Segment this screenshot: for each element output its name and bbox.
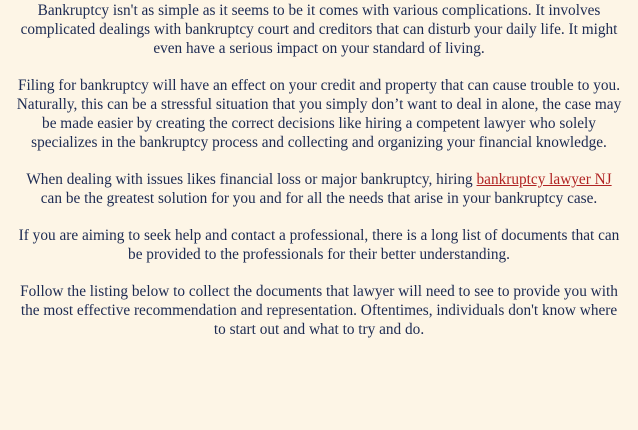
paragraph-filing: Filing for bankruptcy will have an effect on your credit and property that can cause trouble to you. Naturally, this can be a stressful situation that you simply don’t want to deal in alone, the case may be made easier by creating the correct decisions like hiring a competent lawyer who solely specializes in the bankruptcy process and collecting and organizing your financial knowledge. bbox=[16, 77, 622, 151]
paragraph-documents: If you are aiming to seek help and contact a professional, there is a long list of documents that can be provided to the professionals for their better understanding. bbox=[18, 227, 620, 263]
paragraph-lawyer bbox=[14, 170, 624, 208]
paragraph-lawyer-text-start: When dealing with issues likes financial loss or major bankruptcy, hiring bbox=[26, 171, 477, 188]
paragraph-lawyer-text-end: can be the greatest solution for you and for all the needs that arise in your bankruptcy case. bbox=[40, 190, 598, 207]
paragraph-listing: Follow the listing below to collect the documents that lawyer will need to see to provide you with the most effective recommendation and representation. Oftentimes, individuals don't know where to start out and what to try and do. bbox=[20, 283, 618, 338]
paragraph-intro: Bankruptcy isn't as simple as it seems to be it comes with various complications. It involves complicated dealings with bankruptcy court and creditors that can disturb your daily life. It might even have a serious impact on your standard of living. bbox=[20, 2, 618, 57]
bankruptcy-lawyer-nj-link[interactable]: bankruptcy lawyer NJ bbox=[476, 171, 612, 188]
